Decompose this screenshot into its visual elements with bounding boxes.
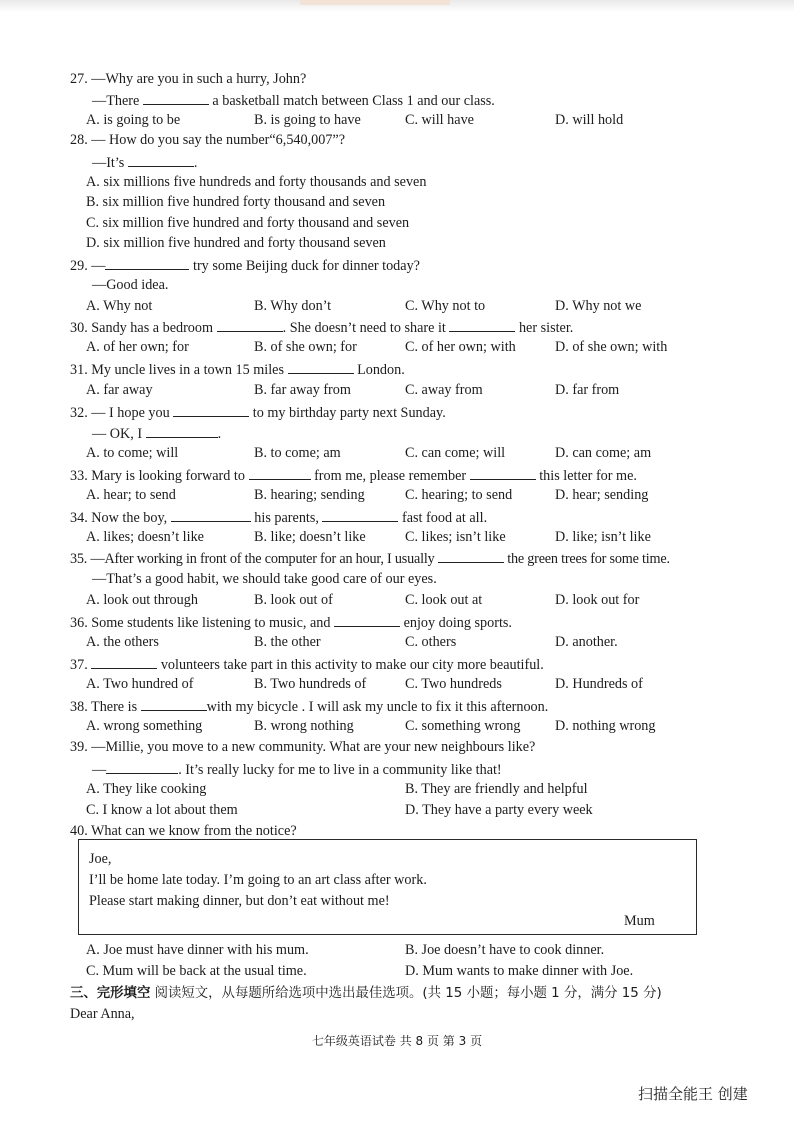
q31-stem: 31. My uncle lives in a town 15 miles London. [70, 359, 405, 379]
q31-option-c: C. away from [405, 382, 483, 398]
notice-signature: Mum [624, 913, 655, 929]
q38-option-d: D. nothing wrong [555, 718, 656, 734]
q30-option-a: A. of her own; for [86, 339, 189, 355]
answer-blank [128, 152, 194, 167]
q36-option-b: B. the other [254, 634, 321, 650]
page-footer: 七年级英语试卷 共 8 页 第 3 页 [311, 1034, 483, 1048]
answer-blank [171, 507, 251, 522]
q27-option-c: C. will have [405, 112, 474, 128]
q32-option-c: C. can come; will [405, 445, 506, 461]
q30-stem: 30. Sandy has a bedroom . She doesn’t need to share it her sister. [70, 317, 573, 337]
q28-option-b: B. six million five hundred forty thousand and seven [86, 194, 386, 210]
q36-stem: 36. Some students like listening to music, and enjoy doing sports. [70, 612, 512, 632]
q39-option-b: B. They are friendly and helpful [405, 781, 588, 797]
answer-blank [322, 507, 398, 522]
q34-option-c: C. likes; isn’t like [405, 529, 506, 545]
q28-option-a: A. six millions five hundreds and forty thousands and seven [86, 174, 427, 190]
answer-blank [217, 317, 283, 332]
answer-blank [249, 465, 311, 480]
q34-option-b: B. like; doesn’t like [254, 529, 366, 545]
q40-option-b: B. Joe doesn’t have to cook dinner. [405, 942, 605, 958]
q35-option-c: C. look out at [405, 592, 483, 608]
q34-stem: 34. Now the boy, his parents, fast food at all. [70, 507, 487, 527]
q28-option-c: C. six million five hundred and forty thousand and seven [86, 215, 410, 231]
q33-option-b: B. hearing; sending [254, 487, 365, 503]
q31-option-a: A. far away [86, 382, 153, 398]
q32-reply: — OK, I . [92, 423, 221, 443]
q40-option-a: A. Joe must have dinner with his mum. [86, 942, 309, 958]
notice-line-1: I’ll be home late today. I’m going to an art class after work. [89, 872, 427, 888]
answer-blank [288, 359, 354, 374]
q33-stem: 33. Mary is looking forward to from me, please remember this letter for me. [70, 465, 637, 485]
q35-stem: 35. —After working in front of the computer for an hour, I usually the green trees for some time. [70, 548, 670, 568]
q33-option-d: D. hear; sending [555, 487, 649, 503]
q40-stem: 40. What can we know from the notice? [70, 823, 297, 839]
q29-option-c: C. Why not to [405, 298, 486, 314]
section-3-instruction: 阅读短文，从每题所给选项中选出最佳选项。(共 15 小题；每小题 1 分，满分 15 分) [154, 986, 662, 1001]
q30-option-b: B. of she own; for [254, 339, 357, 355]
q27-option-d: D. will hold [555, 112, 624, 128]
q29-stem: 29. — try some Beijing duck for dinner today? [70, 255, 420, 275]
answer-blank [449, 317, 515, 332]
q30-option-d: D. of she own; with [555, 339, 668, 355]
q33-option-a: A. hear; to send [86, 487, 176, 503]
q28-reply: —It’s . [92, 152, 197, 172]
q32-option-a: A. to come; will [86, 445, 179, 461]
q27-option-a: A. is going to be [86, 112, 181, 128]
q37-option-a: A. Two hundred of [86, 676, 194, 692]
answer-blank [173, 402, 249, 417]
q27-option-b: B. is going to have [254, 112, 361, 128]
notice-salutation: Joe, [89, 851, 112, 867]
q38-option-b: B. wrong nothing [254, 718, 354, 734]
q37-option-c: C. Two hundreds [405, 676, 502, 692]
section-3-heading-line [70, 985, 662, 1003]
q32-stem: 32. — I hope you to my birthday party next Sunday. [70, 402, 446, 422]
q29-option-b: B. Why don’t [254, 298, 332, 314]
q38-stem: 38. There is with my bicycle . I will ask my uncle to fix it this afternoon. [70, 696, 548, 716]
scan-mark [300, 0, 450, 5]
q30-option-c: C. of her own; with [405, 339, 516, 355]
q31-option-b: B. far away from [254, 382, 351, 398]
q39-option-c: C. I know a lot about them [86, 802, 238, 818]
answer-blank [438, 548, 504, 563]
answer-blank [146, 423, 218, 438]
q35-option-a: A. look out through [86, 592, 198, 608]
q40-option-c: C. Mum will be back at the usual time. [86, 963, 307, 979]
q36-option-a: A. the others [86, 634, 159, 650]
q35-option-b: B. look out of [254, 592, 333, 608]
q37-stem: 37. volunteers take part in this activity to make our city more beautiful. [70, 654, 544, 674]
q37-option-d: D. Hundreds of [555, 676, 643, 692]
q29-reply: —Good idea. [92, 277, 169, 293]
cloze-greeting: Dear Anna, [70, 1006, 135, 1022]
q35-option-d: D. look out for [555, 592, 640, 608]
answer-blank [91, 654, 157, 669]
q36-option-c: C. others [405, 634, 457, 650]
q39-reply: — . It’s really lucky for me to live in a community like that! [92, 759, 502, 779]
answer-blank [334, 612, 400, 627]
q34-option-a: A. likes; doesn’t like [86, 529, 204, 545]
q38-option-a: A. wrong something [86, 718, 203, 734]
q40-option-d: D. Mum wants to make dinner with Joe. [405, 963, 634, 979]
q36-option-d: D. another. [555, 634, 618, 650]
q31-option-d: D. far from [555, 382, 620, 398]
answer-blank [143, 90, 209, 105]
q35-reply: —That’s a good habit, we should take good care of our eyes. [92, 571, 437, 587]
q27-reply: —There a basketball match between Class 1 and our class. [92, 90, 495, 110]
q27-stem: 27. —Why are you in such a hurry, John? [70, 71, 307, 87]
answer-blank [141, 696, 207, 711]
q39-option-d: D. They have a party every week [405, 802, 593, 818]
q38-option-c: C. something wrong [405, 718, 521, 734]
q28-option-d: D. six million five hundred and forty thousand seven [86, 235, 386, 251]
section-3-heading: 三、完形填空 [70, 986, 151, 1001]
q28-stem: 28. — How do you say the number“6,540,007”? [70, 132, 346, 148]
answer-blank [105, 255, 189, 270]
scanner-watermark: 扫描全能王 创建 [638, 1085, 748, 1103]
q39-stem: 39. —Millie, you move to a new community. What are your new neighbours like? [70, 739, 536, 755]
q33-option-c: C. hearing; to send [405, 487, 513, 503]
q32-option-b: B. to come; am [254, 445, 341, 461]
answer-blank [470, 465, 536, 480]
notice-box [78, 839, 697, 935]
q29-option-a: A. Why not [86, 298, 153, 314]
q39-option-a: A. They like cooking [86, 781, 207, 797]
q37-option-b: B. Two hundreds of [254, 676, 367, 692]
q29-option-d: D. Why not we [555, 298, 642, 314]
notice-line-2: Please start making dinner, but don’t eat without me! [89, 893, 390, 909]
answer-blank [106, 759, 178, 774]
q32-option-d: D. can come; am [555, 445, 652, 461]
q34-option-d: D. like; isn’t like [555, 529, 651, 545]
